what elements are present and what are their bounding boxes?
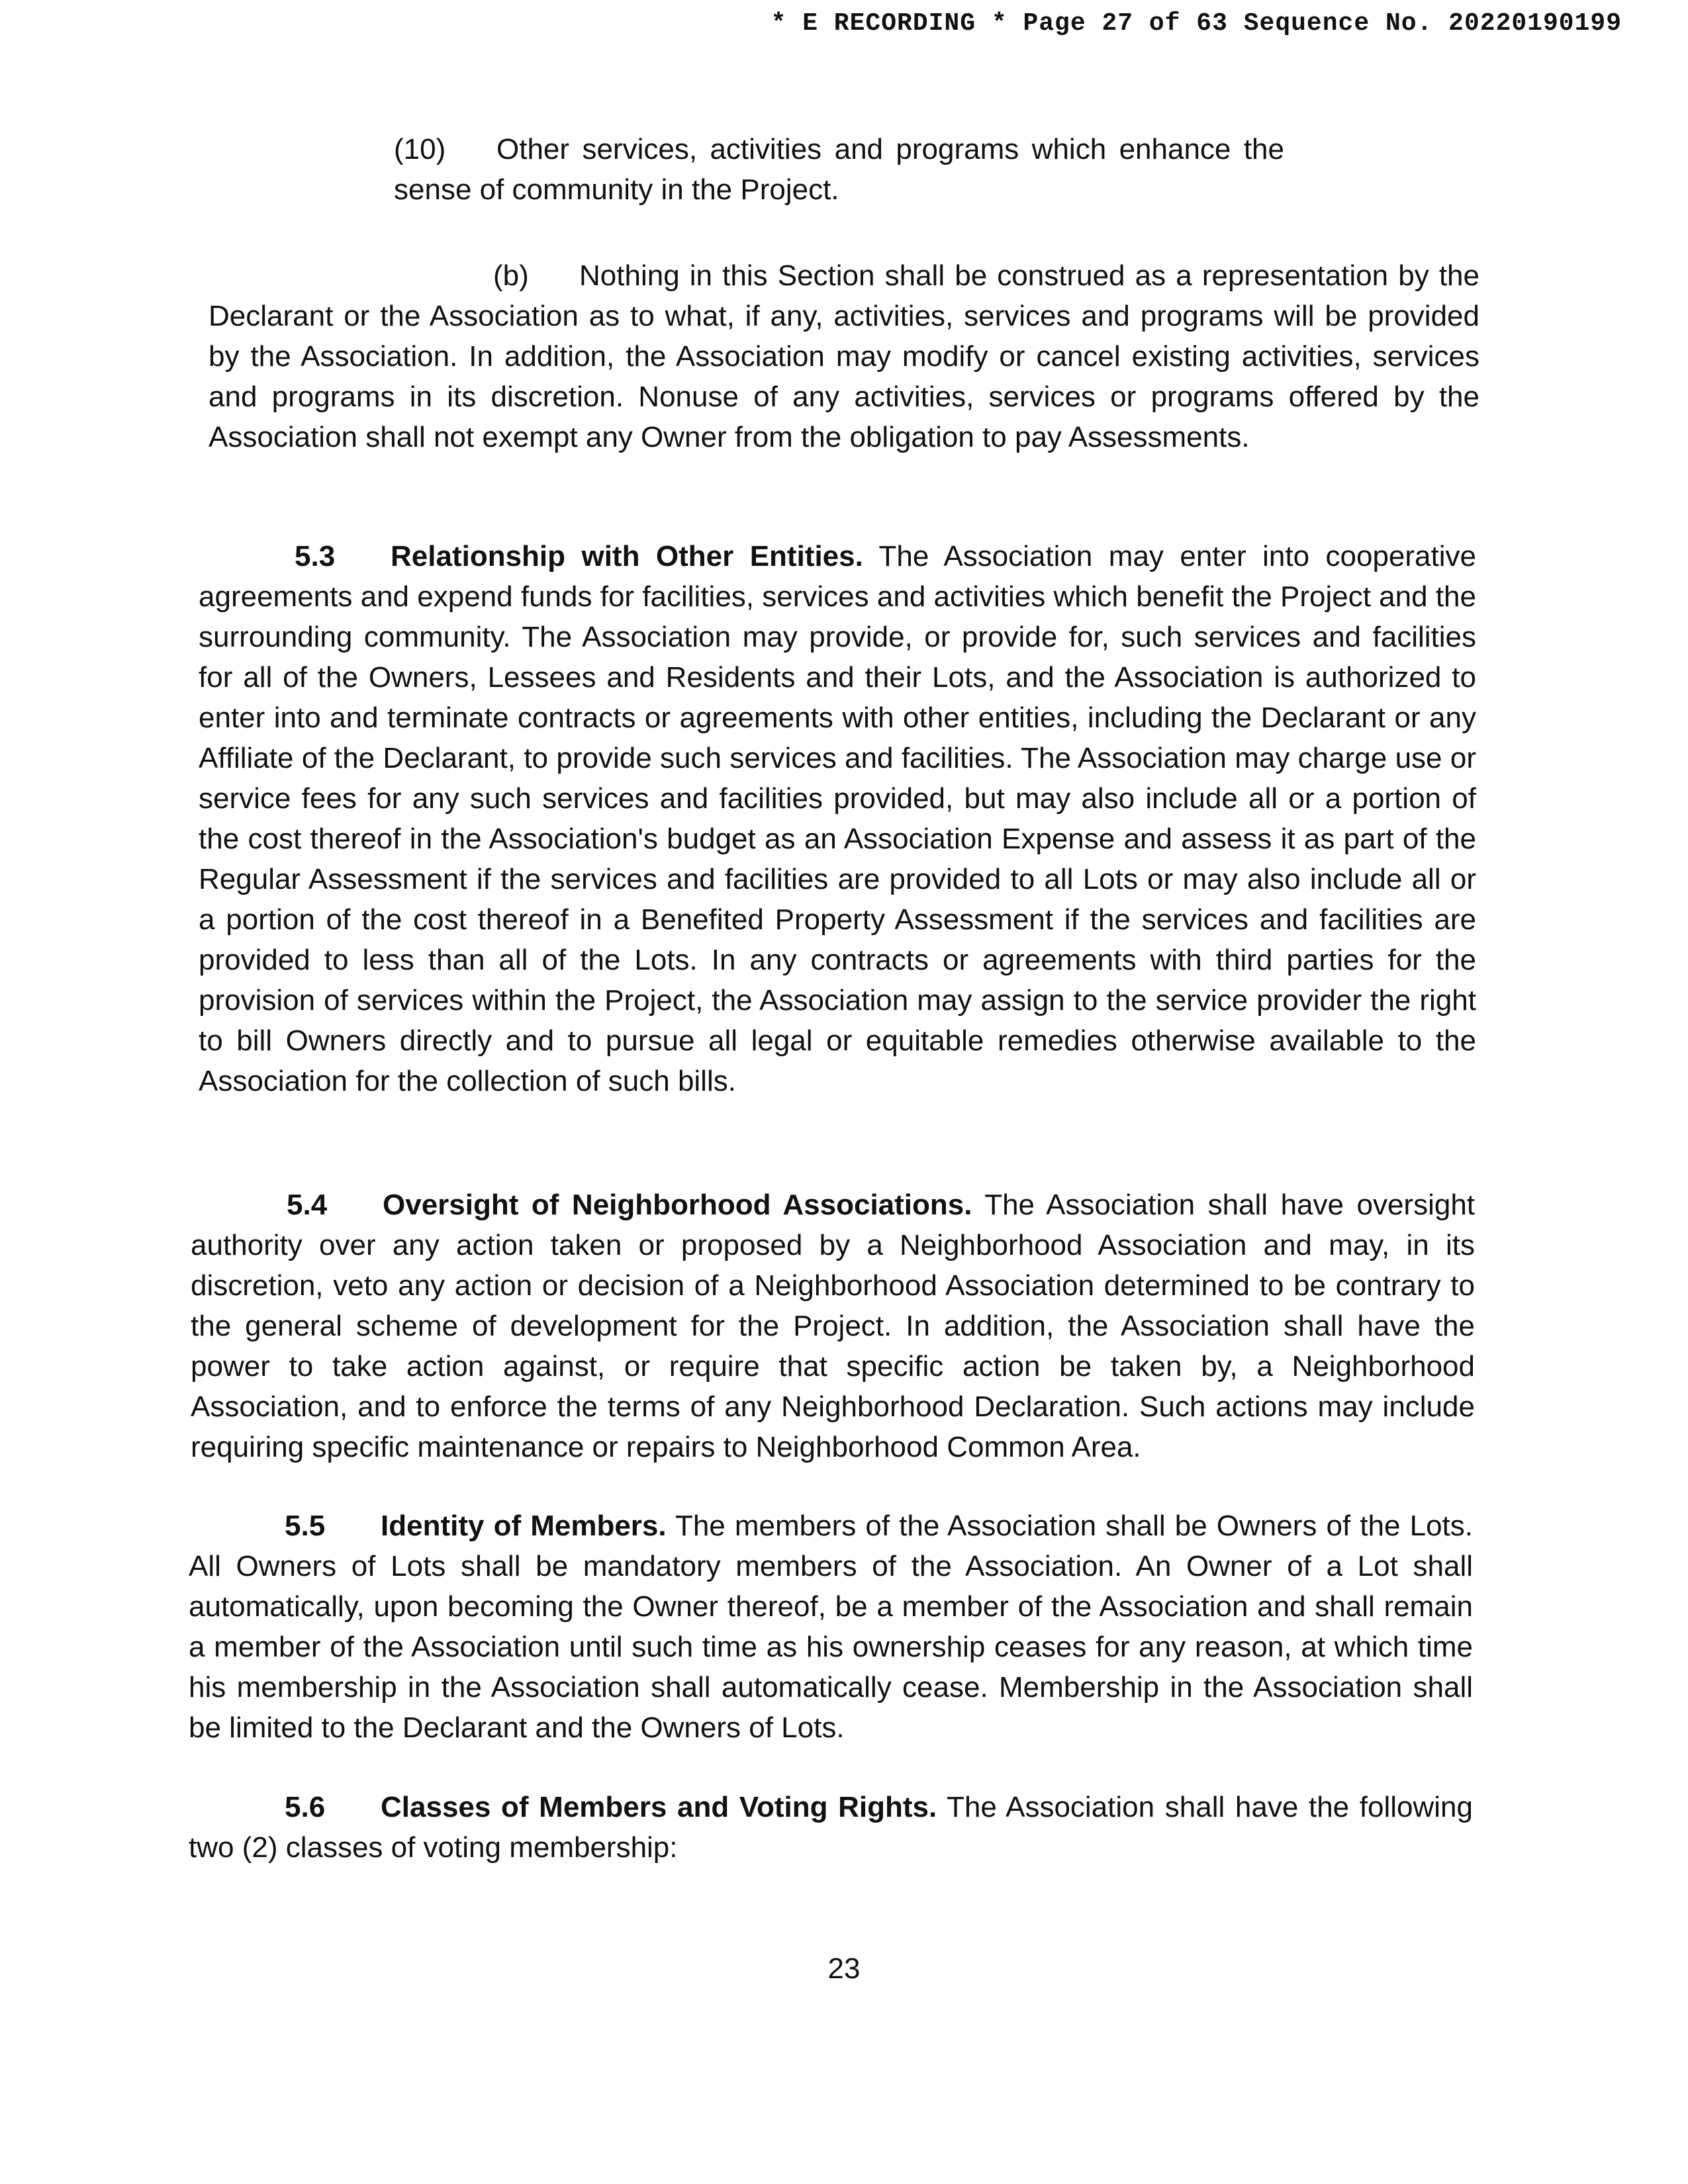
section-number: 5.3 (295, 540, 336, 572)
section-number: 5.6 (285, 1791, 326, 1823)
section-heading: Classes of Members and Voting Rights. (381, 1791, 937, 1823)
section-text: The Association shall have the following two (2) classes of voting membership: (189, 1791, 1473, 1864)
paragraph-item-10 (394, 129, 1284, 210)
section-text: The Association shall have oversight authority over any action taken or proposed by a Neighborhood Association and may, in its discretion, veto any action or decision of a Neighborhood Association determined to be contrary to the general scheme of development for the Project. In addition, the Association shall have the power to take action against, or require that specific action be taken by, a Neighborhood Association, and to enforce the terms of any Neighborhood Declaration. Such actions may include requiring specific maintenance or repairs to Neighborhood Common Area. (191, 1189, 1476, 1463)
section-heading: Identity of Members. (381, 1510, 667, 1542)
section-number: 5.5 (285, 1510, 326, 1542)
section-text: The Association may enter into cooperative agreements and expend funds for facilities, services and activities which benefit the Project and the surrounding community. The Association may provide, or provide for, such services and facilities for all of the Owners, Lessees and Residents and their Lots, and the Association is authorized to enter into and terminate contracts or agreements with other entities, including the Declarant or any Affiliate of the Declarant, to provide such services and facilities. The Association may charge use or service fees for any such services and facilities provided, but may also include all or a portion of the cost thereof in the Association's budget as an Association Expense and assess it as part of the Regular Assessment if the services and facilities are provided to all Lots or may also include all or a portion of the cost thereof in a Benefited Property Assessment if the services and facilities are provided to less than all of the Lots. In any contracts or agreements with third parties for the provision of services within the Project, the Association may assign to the service provider the right to bill Owners directly and to pursue all legal or equitable remedies otherwise available to the Association for the collection of such bills. (199, 540, 1476, 1097)
recording-stamp: * E RECORDING * Page 27 of 63 Sequence No. 20220190199 (771, 9, 1622, 38)
section-heading: Relationship with Other Entities. (391, 540, 863, 572)
page-number: 23 (827, 1952, 861, 1985)
section-5-4 (191, 1185, 1475, 1467)
section-number: 5.4 (287, 1189, 328, 1221)
section-5-6 (189, 1787, 1473, 1868)
section-5-3 (199, 536, 1476, 1101)
paragraph-b-text: Nothing in this Section shall be construed as a representation by the Declarant or the Association as to what, if any, activities, services and programs will be provided by the Association. In addition, the Association may modify or cancel existing activities, services and programs in its discretion. Nonuse of any activities, services or programs offered by the Association shall not exempt any Owner from the obligation to pay Assessments. (209, 259, 1479, 453)
paragraph-b (209, 255, 1479, 457)
section-heading: Oversight of Neighborhood Associations. (383, 1189, 972, 1221)
item-10-label: (10) (394, 133, 446, 165)
item-10-text: Other services, activities and programs which enhance the sense of community in the Project. (394, 133, 1284, 206)
paragraph-b-label: (b) (493, 259, 529, 292)
section-text: The members of the Association shall be Owners of the Lots. All Owners of Lots shall be mandatory members of the Association. An Owner of a Lot shall automatically, upon becoming the Owner thereof, be a member of the Association and shall remain a member of the Association until such time as his ownership ceases for any reason, at which time his membership in the Association shall automatically cease. Membership in the Association shall be limited to the Declarant and the Owners of Lots. (189, 1510, 1473, 1744)
section-5-5 (189, 1506, 1473, 1748)
